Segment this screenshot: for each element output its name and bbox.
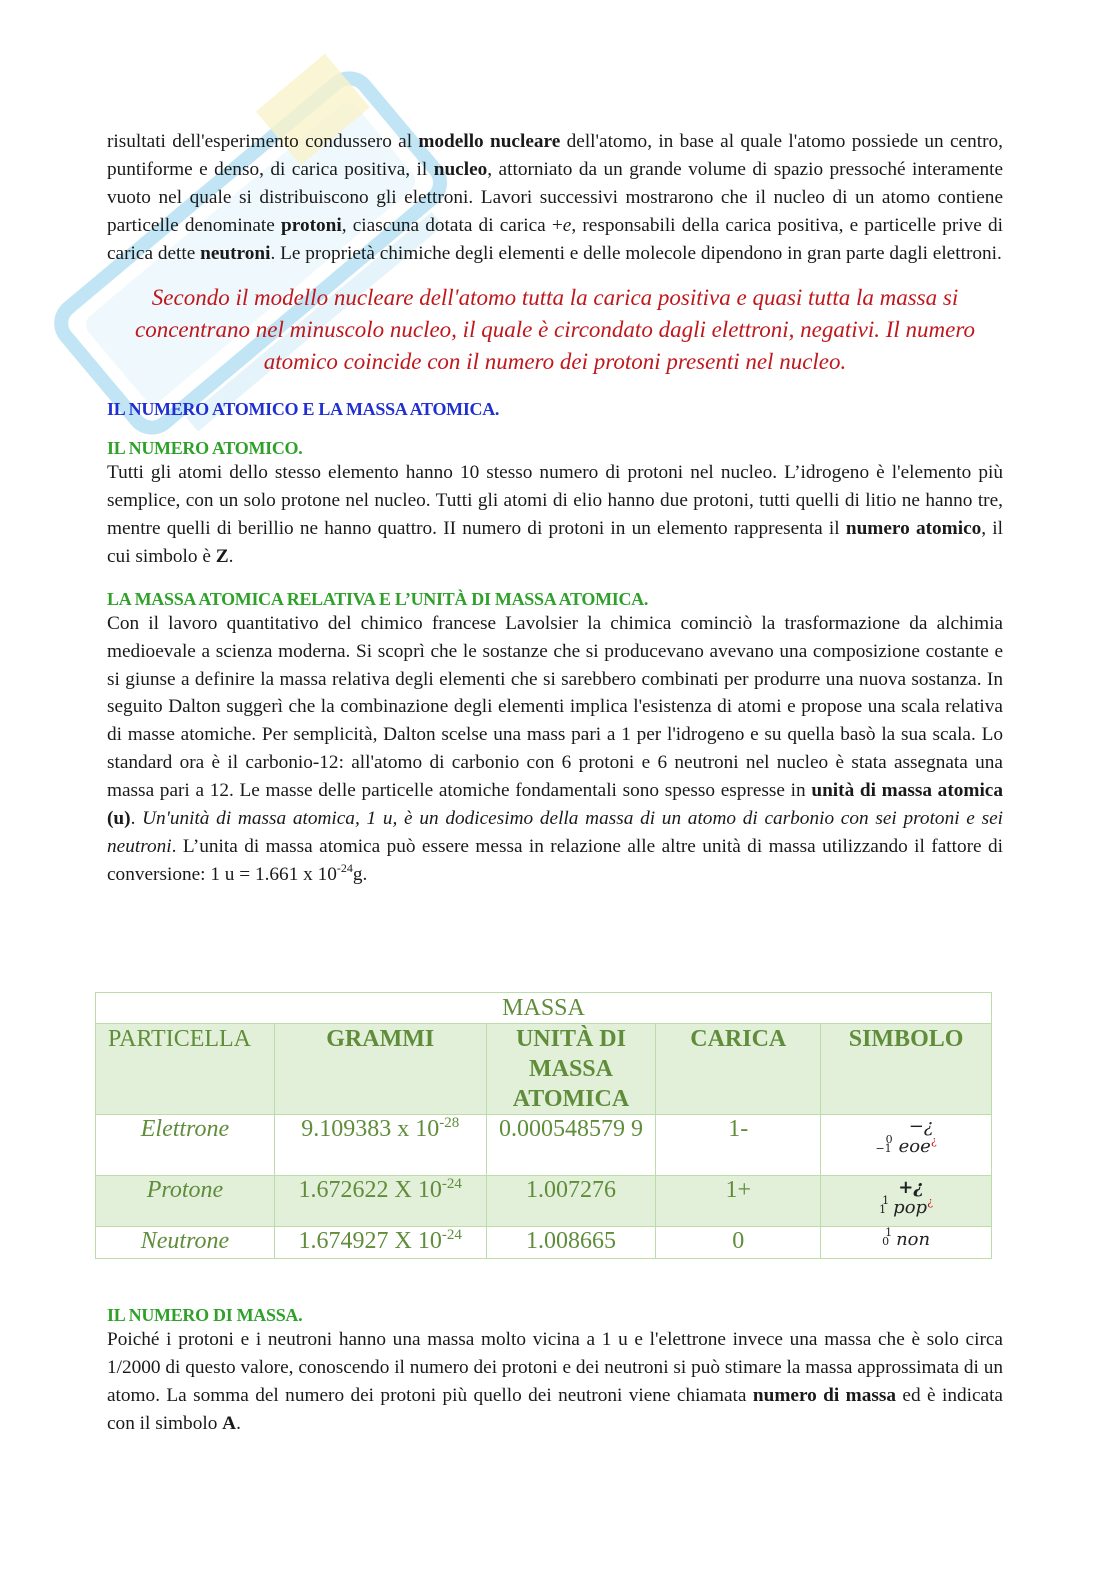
- section-heading-massa-atomica: LA MASSA ATOMICA RELATIVA E L’UNITÀ DI MASSA ATOMICA.: [107, 588, 649, 609]
- particle-charge: 1+: [656, 1176, 821, 1227]
- particle-symbol: +¿ $1^1$ pop¿: [821, 1176, 992, 1227]
- particle-grams: 1.674927 X $10^{-24}$: [274, 1227, 486, 1259]
- header-particella: PARTICELLA: [96, 1024, 275, 1115]
- table-header-row: [96, 1024, 992, 1115]
- highlight-quote: Secondo il modello nucleare dell'atomo tutta la carica positiva e quasi tutta la massa si concentrano nel minuscolo nucleo, il quale è circondato dagli elettroni, negativi. Il numero atomico coincide con il numero dei protoni presenti nel nucleo.: [135, 284, 975, 374]
- header-unita: UNITÀ DI MASSA ATOMICA: [486, 1024, 656, 1115]
- particle-name: Elettrone: [96, 1115, 275, 1176]
- massa-atomica-paragraph: Con il lavoro quantitativo del chimico francese Lavolsier la chimica cominciò la trasformazione da alchimia medioevale a scienza moderna. Si scoprì che le sostanze che si producevano avevano una composizione costante e si giunse a definire la massa relativa degli elementi che si sarebbero combinati per produrre una nuova sostanza. In seguito Dalton suggerì che la combinazione degli elementi implica l'esistenza di atomi e propose una scala relativa di masse atomiche. Per semplicità, Dalton scelse una mass pari a 1 per l'idrogeno e su quella basò la sua scala. Lo standard ora è il carbonio-12: all'atomo di carbonio con 6 protoni e 6 neutroni nel nucleo è stata assegnata una massa pari a 12. Le masse delle particelle atomiche fondamentali sono spesso espresse in unità di massa atomica (u). Un'unità di massa atomica, 1 u, è un dodicesimo della massa di un atomo di carbonio con sei protoni e sei neutroni. L’unita di massa atomica può essere messa in relazione alle altre unità di massa utilizzando il fattore di conversione: 1 u = 1.661 x $10^{-24}g$.: [107, 612, 1003, 885]
- table-row: [96, 1115, 992, 1176]
- particle-name: Protone: [96, 1176, 275, 1227]
- numero-massa-paragraph: Poiché i protoni e i neutroni hanno una massa molto vicina a 1 u e l'elettrone invece una massa che è solo circa 1/2000 di questo valore, conoscendo il numero dei protoni e dei neutroni si può stimare la massa approssimata di un atomo. La somma del numero dei protoni più quello dei neutroni viene chiamata numero di massa ed è indicata con il simbolo A.: [107, 1329, 1003, 1434]
- table-title: MASSA: [96, 993, 992, 1024]
- table-row: [96, 1227, 992, 1259]
- section-heading-numero-massa: IL NUMERO DI MASSA.: [107, 1305, 303, 1325]
- particle-grams: 1.672622 X $10^{-24}$: [274, 1176, 486, 1227]
- particle-charge: 0: [656, 1227, 821, 1259]
- document-page-bottom: [107, 1304, 1003, 1438]
- particle-amu: 0.000548579 9: [486, 1115, 656, 1176]
- particle-mass-table: [95, 992, 992, 1259]
- numero-atomico-paragraph: Tutti gli atomi dello stesso elemento hanno 10 stesso numero di protoni nel nucleo. L’idrogeno è l'elemento più semplice, con un solo protone nel nucleo. Tutti gli atomi di elio hanno due protoni, tutti quelli di litio ne hanno tre, mentre quelli di berillio ne hanno quattro. II numero di protoni in un elemento rappresenta il numero atomico, il cui simbolo è Z.: [107, 462, 1004, 567]
- intro-paragraph: risultati dell'esperimento condussero al modello nucleare dell'atomo, in base al quale l'atomo possiede un centro, puntiforme e denso, di carica positiva, il nucleo, attorniato da un grande volume di spazio pressoché interamente vuoto nel quale si distribuiscono gli elettroni. Lavori successivi mostrarono che il nucleo di un atomo contiene particelle denominate protoni, ciascuna dotata di carica +e, responsabili della carica positiva, e particelle prive di carica dette neutroni. Le proprietà chimiche degli elementi e delle molecole dipendono in gran parte dagli elettroni.: [107, 131, 1003, 264]
- particle-charge: 1-: [656, 1115, 821, 1176]
- particle-name: Neutrone: [96, 1227, 275, 1259]
- particle-amu: 1.008665: [486, 1227, 656, 1259]
- particle-amu: 1.007276: [486, 1176, 656, 1227]
- document-page: [107, 128, 1003, 889]
- particle-symbol: $0^1$ non: [821, 1227, 992, 1259]
- header-grammi: GRAMMI: [274, 1024, 486, 1115]
- table-title-row: [96, 993, 992, 1024]
- particle-grams: 9.109383 x $10^{-28}$: [274, 1115, 486, 1176]
- particle-symbol: −¿ $-1^0$ eoe¿: [821, 1115, 992, 1176]
- main-heading: IL NUMERO ATOMICO E LA MASSA ATOMICA.: [107, 399, 500, 420]
- header-carica: CARICA: [656, 1024, 821, 1115]
- section-heading-numero-atomico: IL NUMERO ATOMICO.: [107, 438, 303, 459]
- table-row: [96, 1176, 992, 1227]
- header-simbolo: SIMBOLO: [821, 1024, 992, 1115]
